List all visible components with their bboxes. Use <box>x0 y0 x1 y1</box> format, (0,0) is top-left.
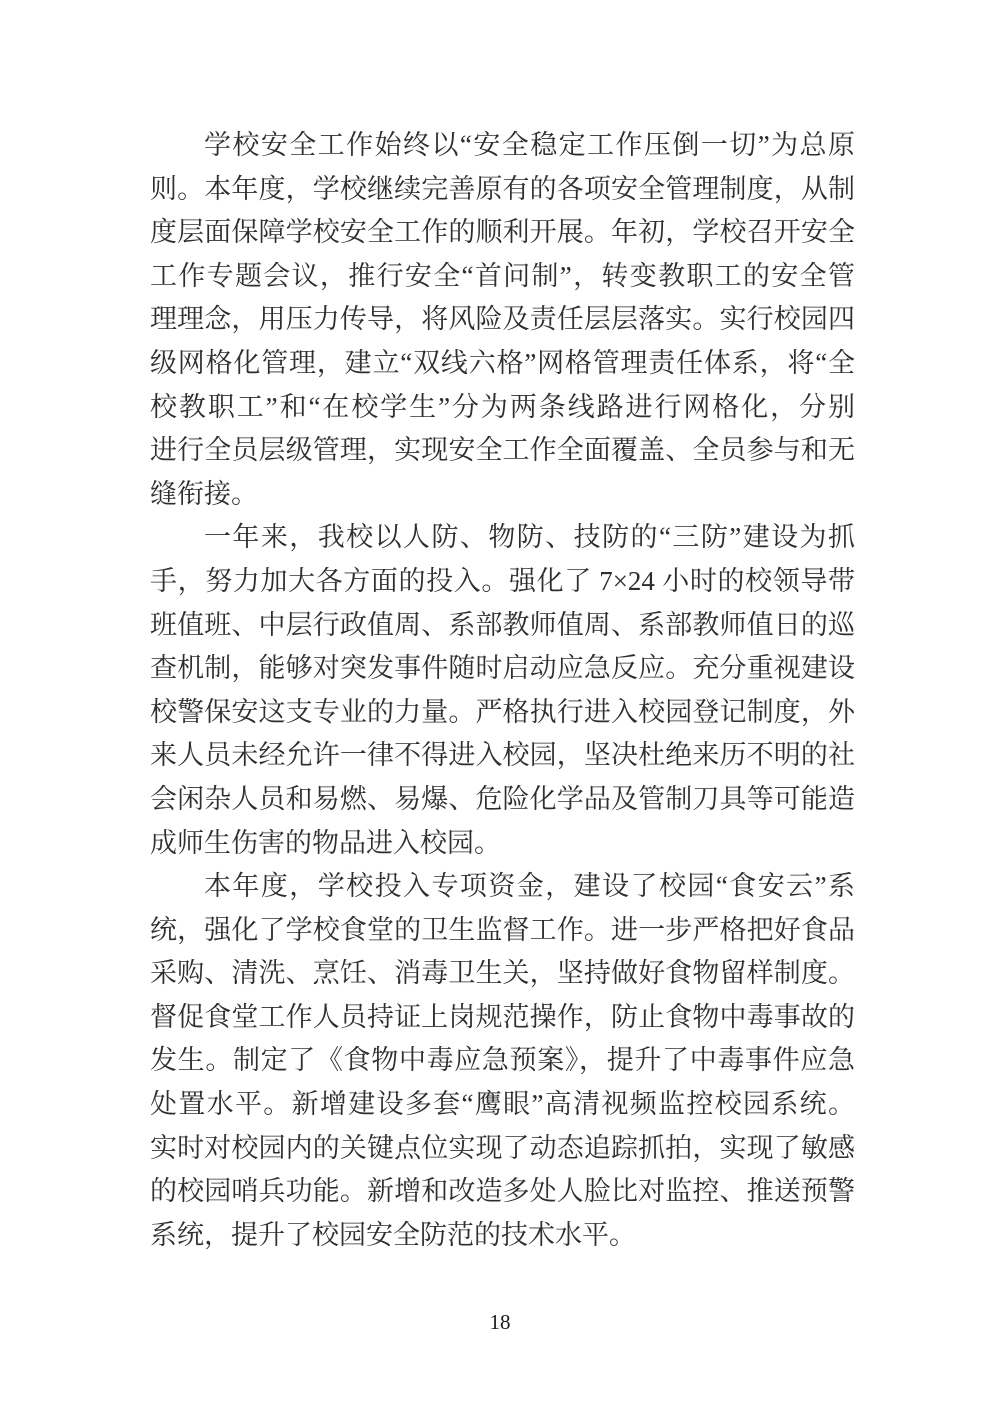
text-line: 学校安全工作始终以“安全稳定工作压倒一切”为总原 <box>204 130 855 160</box>
text-line: 统，强化了学校食堂的卫生监督工作。进一步严格把好食品 <box>150 914 855 945</box>
text-line: 督促食堂工作人员持证上岗规范操作，防止食物中毒事故的 <box>150 1001 855 1032</box>
page-number: 18 <box>489 1310 511 1334</box>
text-line: 的校园哨兵功能。新增和改造多处人脸比对监控、推送预警 <box>150 1176 855 1207</box>
text-line: 工作专题会议，推行安全“首问制”，转变教职工的安全管 <box>150 260 855 291</box>
text-line: 采购、清洗、烹饪、消毒卫生关，坚持做好食物留样制度。 <box>150 958 855 989</box>
text-line: 级网格化管理，建立“双线六格”网格管理责任体系，将“全 <box>150 347 855 378</box>
text-line: 一年来，我校以人防、物防、技防的“三防”建设为抓 <box>204 522 855 553</box>
text-line: 查机制，能够对突发事件随时启动应急反应。充分重视建设 <box>150 653 855 684</box>
text-line: 校教职工”和“在校学生”分为两条线路进行网格化，分别 <box>150 391 855 422</box>
text-line: 处置水平。新增建设多套“鹰眼”高清视频监控校园系统。 <box>150 1089 855 1120</box>
text-line: 实时对校园内的关键点位实现了动态追踪抓拍，实现了敏感 <box>150 1132 855 1163</box>
text-line: 系统，提升了校园安全防范的技术水平。 <box>150 1219 636 1250</box>
text-line: 校警保安这支专业的力量。严格执行进入校园登记制度，外 <box>150 696 855 727</box>
text-line: 则。本年度，学校继续完善原有的各项安全管理制度，从制 <box>150 173 855 204</box>
text-line: 度层面保障学校安全工作的顺利开展。年初，学校召开安全 <box>150 217 855 248</box>
text-line: 发生。制定了《食物中毒应急预案》，提升了中毒事件应急 <box>150 1045 855 1076</box>
document-body <box>150 124 855 1257</box>
text-line: 理理念，用压力传导，将风险及责任层层落实。实行校园四 <box>150 304 855 335</box>
text-line: 本年度，学校投入专项资金，建设了校园“食安云”系 <box>204 871 855 902</box>
text-line: 来人员未经允许一律不得进入校园，坚决杜绝来历不明的社 <box>150 740 855 771</box>
text-line: 手，努力加大各方面的投入。强化了 7×24 小时的校领导带 <box>150 565 855 596</box>
text-line: 缝衔接。 <box>150 478 258 509</box>
paragraph <box>150 516 855 865</box>
text-line: 进行全员层级管理，实现安全工作全面覆盖、全员参与和无 <box>150 435 855 466</box>
paragraph <box>150 124 855 516</box>
text-line: 会闲杂人员和易燃、易爆、危险化学品及管制刀具等可能造 <box>150 783 855 814</box>
paragraph <box>150 865 855 1257</box>
text-line: 成师生伤害的物品进入校园。 <box>150 827 501 858</box>
text-line: 班值班、中层行政值周、系部教师值周、系部教师值日的巡 <box>150 609 855 640</box>
